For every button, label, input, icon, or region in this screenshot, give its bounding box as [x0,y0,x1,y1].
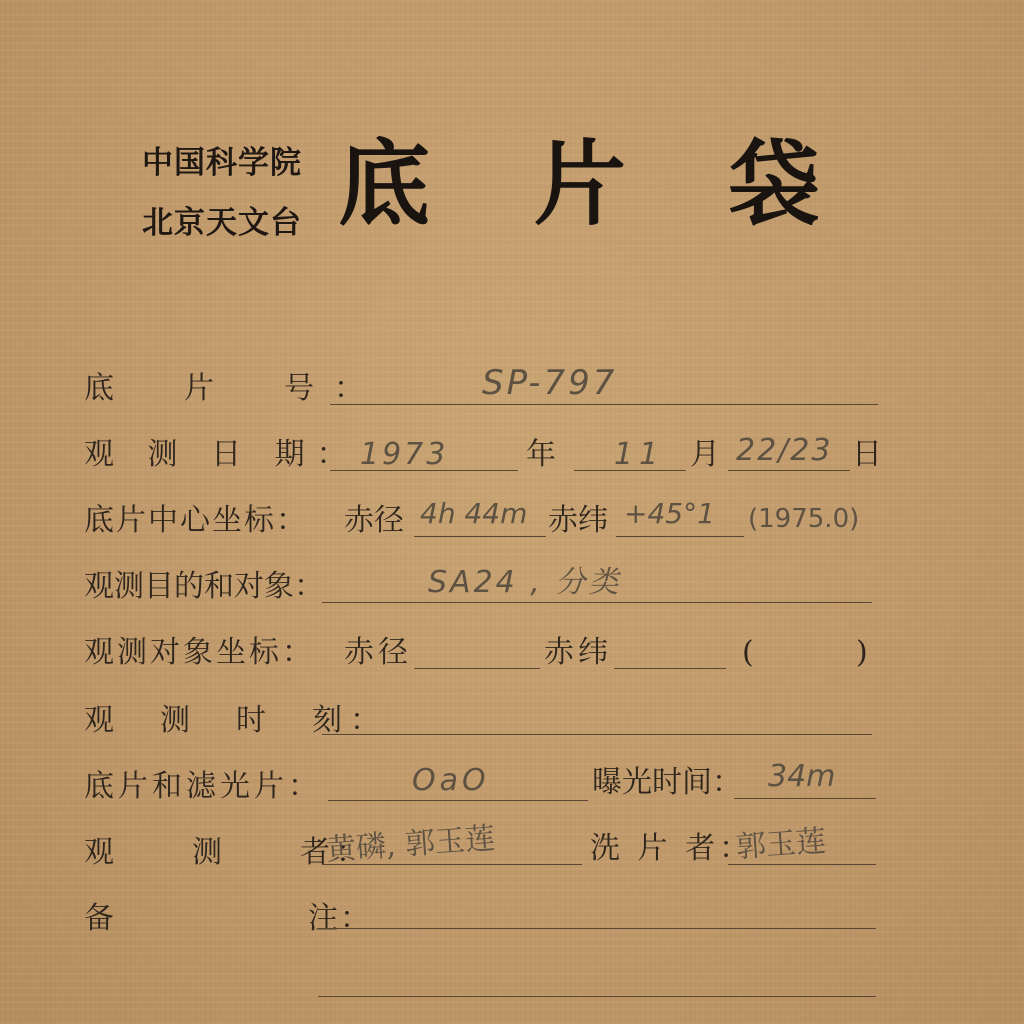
plate-center-ra-label: 赤径 [344,503,404,538]
obs-time-label: 观 测 时 刻： [84,703,388,738]
object-coords-ra-line [414,668,540,669]
object-coords-paren-close: ) [856,635,868,670]
object-coords-dec-line [614,668,726,669]
purpose-line [322,602,872,603]
institution-line1: 中国科学院 [142,145,302,181]
purpose-value: SA24 , 分类 [428,565,622,600]
plate-filter-value: OaO [412,763,490,798]
obs-month-unit: 月 [690,437,720,472]
exposure-line [734,798,876,799]
title-char-1: 底 [338,130,431,238]
remarks-line [318,928,876,929]
obs-day-value: 22/23 [736,433,833,468]
remarks-line-2 [318,996,876,997]
institution-line2: 北京天文台 [142,205,302,241]
plate-center-ra-line [414,536,546,537]
obs-date-label: 观 测 日 期： [84,437,359,472]
object-coords-paren-open: ( [742,635,754,670]
obs-day-line [728,470,850,471]
plate-center-dec-line [616,536,744,537]
exposure-label: 曝光时间： [592,765,742,800]
title-char-3: 袋 [728,130,821,238]
plate-no-value: SP-797 [482,363,618,403]
obs-month-value: 11 [614,437,665,472]
object-coords-dec-label: 赤纬 [544,635,612,670]
observer-value: 黄磷, 郭玉莲 [324,821,497,868]
title-char-2: 片 [534,130,627,238]
obs-year-unit: 年 [526,437,556,472]
plate-no-label: 底 片 号： [84,371,384,406]
object-coords-label: 观测对象坐标： [84,635,315,670]
plate-no-line [330,404,878,405]
plate-filter-label: 底片和滤光片： [84,769,322,804]
observer-label: 观 测 者： [84,835,372,870]
developer-label: 洗 片 者： [590,831,754,866]
plate-center-dec-value: +45°1 [624,497,715,530]
obs-time-line [322,734,872,735]
obs-day-unit: 日 [852,437,882,472]
remarks-label: 备 注： [84,901,372,936]
developer-value: 郭玉莲 [734,823,828,866]
object-coords-ra-label: 赤径 [344,635,412,670]
plate-center-label: 底片中心坐标： [84,503,308,538]
plate-center-ra-value: 4h 44m [420,497,528,530]
purpose-label: 观测目的和对象： [84,569,324,604]
obs-year-value: 1973 [360,437,449,472]
exposure-value: 34m [768,759,836,794]
plate-filter-line [328,800,588,801]
plate-center-dec-label: 赤纬 [548,503,608,538]
plate-center-epoch: (1975.0) [748,504,860,534]
